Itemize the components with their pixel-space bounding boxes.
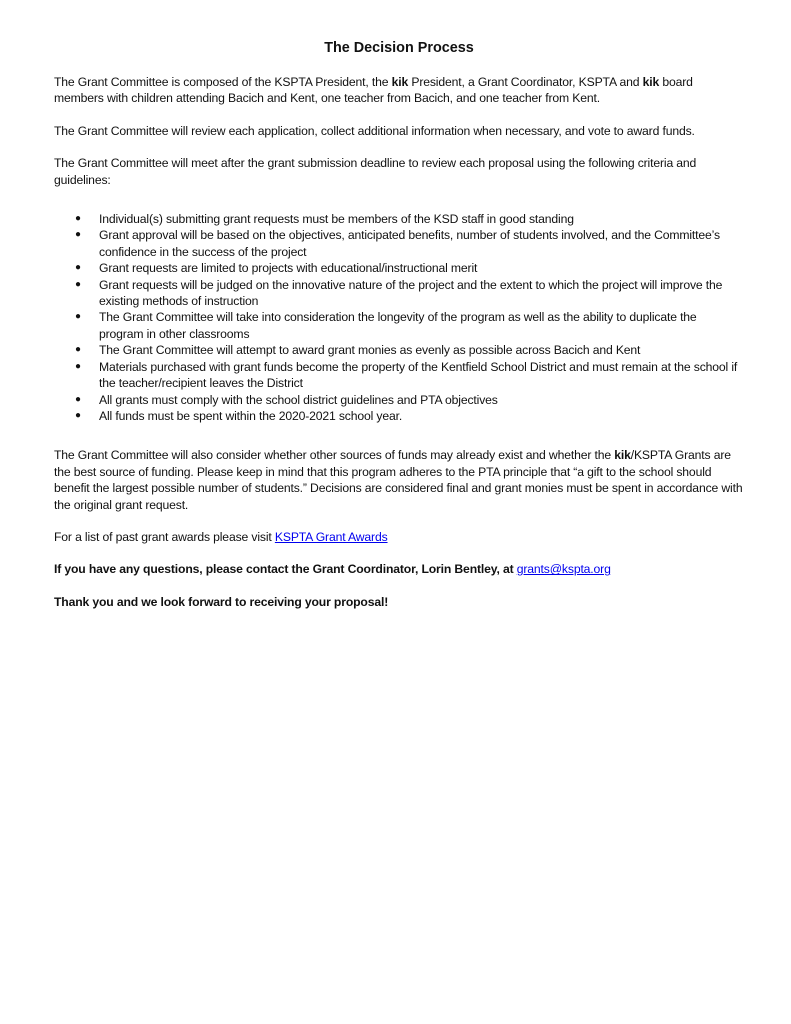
bullet-icon: ● bbox=[75, 409, 81, 421]
criteria-item bbox=[54, 227, 744, 260]
criteria-list bbox=[54, 211, 744, 424]
closing-paragraph bbox=[54, 594, 744, 610]
bullet-icon: ● bbox=[75, 262, 81, 274]
criteria-item bbox=[54, 309, 744, 342]
bullet-icon: ● bbox=[75, 213, 81, 225]
contact-paragraph bbox=[54, 561, 744, 577]
other-funding-paragraph bbox=[54, 447, 744, 513]
bullet-icon: ● bbox=[75, 393, 81, 405]
bullet-icon: ● bbox=[75, 360, 81, 372]
composition-text-2: President, a Grant Coordinator, KSPTA and bbox=[408, 75, 643, 89]
criteria-text: The Grant Committee will take into consideration the longevity of the program as well as the ability to duplicate the program in other classrooms bbox=[99, 310, 697, 341]
criteria-item bbox=[54, 392, 744, 408]
bullet-icon: ● bbox=[75, 344, 81, 356]
contact-text: If you have any questions, please contact the Grant Coordinator, Lorin Bentley, at bbox=[54, 562, 517, 577]
kspta-grant-awards-link[interactable]: KSPTA Grant Awards bbox=[274, 529, 388, 544]
closing-text: Thank you and we look forward to receiving your proposal! bbox=[54, 594, 389, 609]
kik-label: kik bbox=[642, 75, 660, 89]
bullet-icon: ● bbox=[75, 311, 81, 323]
bullet-icon: ● bbox=[75, 229, 81, 241]
review-paragraph: The Grant Committee will review each application, collect additional information when necessary, and vote to award funds. bbox=[54, 123, 695, 138]
past-awards-paragraph bbox=[54, 529, 744, 545]
kik-label: kik bbox=[614, 448, 631, 463]
criteria-item bbox=[54, 342, 744, 358]
funding-text-1: The Grant Committee will also consider whether other sources of funds may already exist and whether the bbox=[54, 448, 615, 463]
bullet-icon: ● bbox=[75, 278, 81, 290]
criteria-text: Grant approval will be based on the objectives, anticipated benefits, number of students involved, and the Committee’s confidence in the success of the project bbox=[99, 228, 720, 259]
funding-text-2: /KSPTA Grants are the best source of funding. Please keep in mind that this program adheres to the PTA principle that “a gift to the school should benefit the largest possible number of students.” Decisions are considered final and grant monies must be spent in accordance with the original grant request. bbox=[54, 448, 743, 512]
criteria-item bbox=[54, 408, 744, 424]
criteria-text: Individual(s) submitting grant requests must be members of the KSD staff in good standing bbox=[99, 212, 574, 227]
criteria-item bbox=[54, 211, 744, 227]
past-awards-text: For a list of past grant awards please visit bbox=[54, 529, 275, 544]
document-content bbox=[54, 38, 744, 626]
criteria-intro-paragraph: The Grant Committee will meet after the grant submission deadline to review each proposal using the following criteria and guidelines: bbox=[54, 156, 697, 187]
criteria-item bbox=[54, 359, 744, 392]
kik-label: kik bbox=[391, 75, 409, 89]
criteria-text: Grant requests are limited to projects with educational/instructional merit bbox=[99, 261, 478, 276]
committee-composition-paragraph bbox=[54, 74, 744, 107]
criteria-item bbox=[54, 260, 744, 276]
grants-email-link[interactable]: grants@kspta.org bbox=[516, 562, 611, 577]
composition-text-3: board members with children attending Bacich and Kent, one teacher from Bacich, and one teacher from Kent. bbox=[54, 75, 693, 106]
criteria-text: Materials purchased with grant funds become the property of the Kentfield School District and must remain at the school if the teacher/recipient leaves the District bbox=[99, 359, 738, 391]
criteria-item bbox=[54, 277, 744, 310]
criteria-text: All grants must comply with the school district guidelines and PTA objectives bbox=[99, 392, 498, 407]
criteria-text: The Grant Committee will attempt to award grant monies as evenly as possible across Bacich and Kent bbox=[99, 343, 641, 358]
composition-text-1: The Grant Committee is composed of the KSPTA President, the bbox=[54, 75, 392, 89]
page-title: The Decision Process bbox=[324, 40, 474, 56]
criteria-text: All funds must be spent within the 2020-2021 school year. bbox=[99, 408, 403, 423]
criteria-text: Grant requests will be judged on the innovative nature of the project and the extent to which the project will improve the existing methods of instruction bbox=[99, 277, 723, 309]
